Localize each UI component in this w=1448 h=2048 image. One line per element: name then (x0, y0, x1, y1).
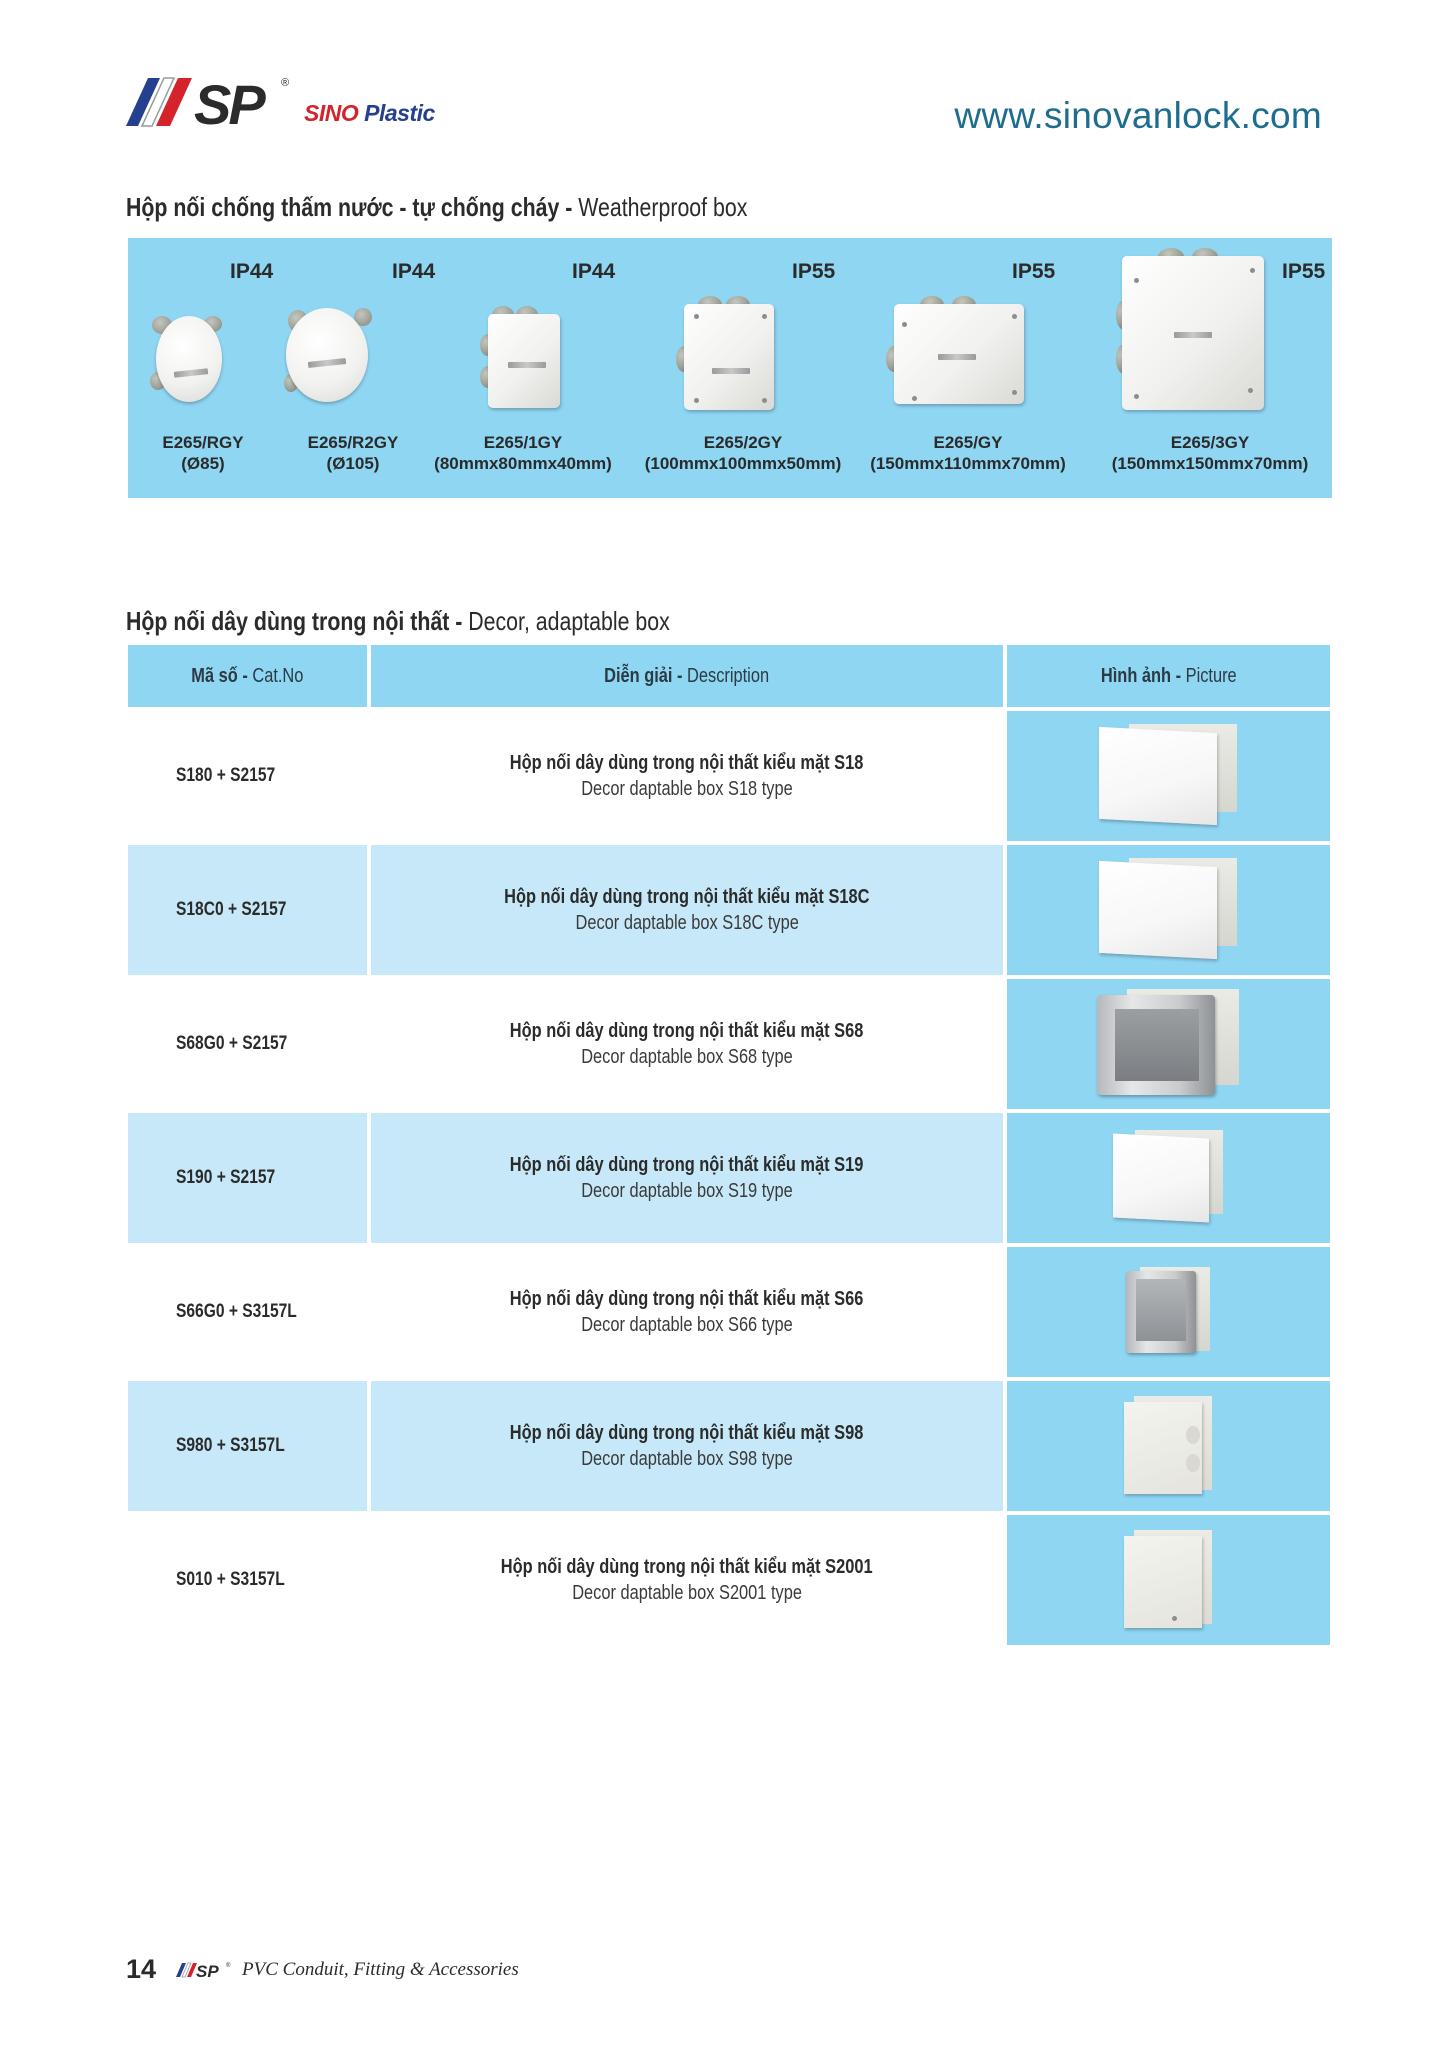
description-en: Decor daptable box S66 type (581, 1314, 793, 1336)
grey-silver-wide-panel-box-icon (1097, 989, 1241, 1099)
table-row (128, 1515, 1330, 1645)
sp-footer-logo-icon (176, 1960, 234, 1980)
weatherproof-item (278, 238, 436, 498)
round-junction-box-icon (148, 310, 228, 406)
website-link[interactable]: www.sinovanlock.com (954, 95, 1322, 136)
table-row (128, 845, 1330, 975)
description-vi: Hộp nối dây dùng trong nội thất kiểu mặt S18 (510, 752, 864, 774)
round-junction-box-icon (280, 304, 380, 408)
decor-products-table (128, 645, 1330, 1649)
table-row (128, 711, 1330, 841)
description-vi: Hộp nối dây dùng trong nội thất kiểu mặt S98 (510, 1422, 864, 1444)
description-en: Decor daptable box S18C type (575, 912, 799, 934)
brand-sino: SINO (304, 100, 359, 126)
white-square-box-icon (1124, 1530, 1214, 1630)
description-en: Decor daptable box S2001 type (572, 1582, 802, 1604)
product-picture (1007, 1381, 1330, 1511)
white-square-box-icon (1124, 1396, 1214, 1496)
table-header (128, 645, 1330, 707)
brand-name (304, 100, 435, 127)
description-vi: Hộp nối dây dùng trong nội thất kiểu mặt S68 (510, 1020, 864, 1042)
weatherproof-item (858, 238, 1078, 498)
cat-no: S66G0 + S3157L (176, 1301, 297, 1322)
description-vi: Hộp nối dây dùng trong nội thất kiểu mặt S66 (510, 1288, 864, 1310)
decor-section-title: Hộp nối dây dùng trong nội thất - Decor, adaptable box (126, 606, 670, 636)
square-junction-box-icon (480, 306, 568, 410)
svg-text:SP: SP (196, 1961, 219, 1980)
svg-text:®: ® (226, 1962, 231, 1969)
ip-rating: IP44 (230, 260, 274, 283)
table-row (128, 1381, 1330, 1511)
weatherproof-section-title: Hộp nối chống thấm nước - tự chống cháy - Weatherproof box (126, 192, 748, 222)
table-row (128, 1247, 1330, 1377)
page-footer (126, 1954, 519, 1985)
large-square-junction-box-icon (1116, 248, 1268, 414)
product-code: E265/R2GY (Ø105) (307, 433, 399, 473)
product-picture (1007, 1247, 1330, 1377)
description-en: Decor daptable box S18 type (581, 778, 793, 800)
footer-tagline: PVC Conduit, Fitting & Accessories (242, 1958, 519, 1980)
product-code: E265/GY (150mmx110mmx70mm) (870, 433, 1066, 473)
svg-text:®: ® (281, 77, 290, 89)
product-picture (1007, 1515, 1330, 1645)
page-number: 14 (126, 1954, 157, 1984)
cat-no: S980 + S3157L (176, 1435, 285, 1456)
cat-no: S68G0 + S2157 (176, 1033, 288, 1054)
square-junction-box-icon (676, 296, 780, 414)
description-vi: Hộp nối dây dùng trong nội thất kiểu mặt S2001 (501, 1556, 873, 1578)
product-picture (1007, 1113, 1330, 1243)
cat-no: S190 + S2157 (176, 1167, 276, 1188)
cat-no: S180 + S2157 (176, 765, 276, 786)
product-code: E265/RGY (Ø85) (162, 433, 244, 473)
table-row (128, 1113, 1330, 1243)
description-en: Decor daptable box S98 type (581, 1448, 793, 1470)
weatherproof-products-band (128, 238, 1332, 498)
product-picture (1007, 711, 1330, 841)
ip-rating: IP55 (792, 260, 836, 283)
weatherproof-item (638, 238, 848, 498)
product-code: E265/2GY (100mmx100mmx50mm) (644, 433, 842, 473)
grey-silver-square-panel-box-icon (1126, 1267, 1212, 1357)
column-header-cat-no: Mã số - Cat.No (128, 645, 367, 707)
description-vi: Hộp nối dây dùng trong nội thất kiểu mặt S18C (504, 886, 870, 908)
ip-rating: IP44 (572, 260, 616, 283)
rectangular-junction-box-icon (886, 296, 1026, 410)
white-panel-box-icon (1113, 1130, 1225, 1226)
weatherproof-item (128, 238, 278, 498)
ip-rating: IP44 (392, 260, 436, 283)
brand-plastic: Plastic (364, 100, 435, 126)
product-picture (1007, 845, 1330, 975)
description-en: Decor daptable box S19 type (581, 1180, 793, 1202)
sp-logo-icon (126, 74, 294, 130)
cat-no: S18C0 + S2157 (176, 899, 287, 920)
description-vi: Hộp nối dây dùng trong nội thất kiểu mặt S19 (510, 1154, 864, 1176)
weatherproof-item (1088, 238, 1332, 498)
white-wide-panel-box-icon (1099, 858, 1239, 962)
white-wide-panel-box-icon (1099, 724, 1239, 828)
column-header-picture: Hình ảnh - Picture (1007, 645, 1330, 707)
column-header-description: Diễn giải - Description (371, 645, 1003, 707)
description-en: Decor daptable box S68 type (581, 1046, 793, 1068)
product-code: E265/3GY (150mmx150mmx70mm) (1111, 433, 1309, 473)
brand-logo (126, 70, 435, 130)
table-row (128, 979, 1330, 1109)
product-picture (1007, 979, 1330, 1109)
cat-no: S010 + S3157L (176, 1569, 285, 1590)
weatherproof-item (428, 238, 618, 498)
svg-text:SP: SP (194, 74, 263, 130)
product-code: E265/1GY (80mmx80mmx40mm) (434, 433, 612, 473)
ip-rating: IP55 (1282, 260, 1326, 283)
ip-rating: IP55 (1012, 260, 1056, 283)
